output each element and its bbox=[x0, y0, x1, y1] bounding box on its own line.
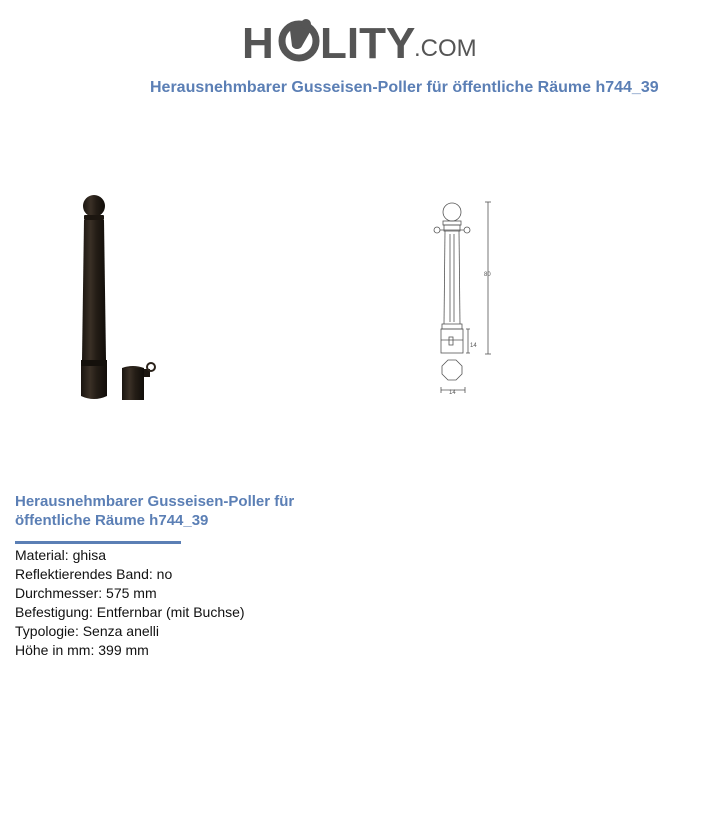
spec-diameter: Durchmesser: 575 mm bbox=[15, 585, 157, 601]
bollard-photo-graphic bbox=[72, 186, 164, 408]
bollard-collar bbox=[84, 215, 104, 220]
spec-label: Höhe in mm bbox=[15, 642, 91, 658]
spec-reflective-band: Reflektierendes Band: no bbox=[15, 566, 173, 582]
logo-letter-h: H bbox=[242, 19, 274, 66]
logo-letters-lity: LITY bbox=[320, 19, 416, 66]
spec-label: Material bbox=[15, 547, 65, 563]
bollard-ball-top bbox=[83, 195, 105, 217]
spec-value: Senza anelli bbox=[82, 623, 159, 639]
bollard-base-ring bbox=[81, 360, 107, 366]
spec-height: Höhe in mm: 399 mm bbox=[15, 642, 149, 658]
height-dimension-label: 80 bbox=[484, 272, 491, 278]
spec-material: Material: ghisa bbox=[15, 547, 107, 563]
spec-value: no bbox=[156, 566, 173, 582]
bollard-lower-sleeve bbox=[81, 366, 107, 399]
page-title: Herausnehmbarer Gusseisen-Poller für öffentliche Räume h744_39 bbox=[150, 79, 659, 96]
product-photo bbox=[72, 186, 164, 408]
socket-sleeve bbox=[122, 363, 155, 400]
title-divider bbox=[15, 541, 181, 544]
spec-list bbox=[15, 546, 245, 660]
logo-o-figure-icon bbox=[282, 19, 316, 58]
bollard-dimension-drawing bbox=[428, 194, 500, 398]
spec-value: ghisa bbox=[72, 547, 107, 563]
spec-label: Befestigung bbox=[15, 604, 89, 620]
width-dimension-label: 14 bbox=[449, 390, 456, 396]
brand-logo[interactable] bbox=[242, 10, 482, 66]
spec-value: Entfernbar (mit Buchse) bbox=[96, 604, 245, 620]
spec-value: 399 mm bbox=[98, 642, 149, 658]
spec-label: Typologie bbox=[15, 623, 75, 639]
spec-fixing: Befestigung: Entfernbar (mit Buchse) bbox=[15, 604, 245, 620]
product-title: Herausnehmbarer Gusseisen-Poller für öffentliche Räume h744_39 bbox=[15, 493, 295, 529]
logo-suffix: .COM bbox=[414, 35, 477, 62]
holity-logo-graphic bbox=[242, 10, 482, 66]
spec-typology: Typologie: Senza anelli bbox=[15, 623, 159, 639]
spec-value: 575 mm bbox=[106, 585, 157, 601]
spec-label: Durchmesser bbox=[15, 585, 99, 601]
base-height-dimension-label: 14 bbox=[470, 343, 477, 349]
bollard-shaft bbox=[82, 220, 106, 360]
spec-label: Reflektierendes Band bbox=[15, 566, 149, 582]
technical-drawing bbox=[428, 194, 500, 398]
